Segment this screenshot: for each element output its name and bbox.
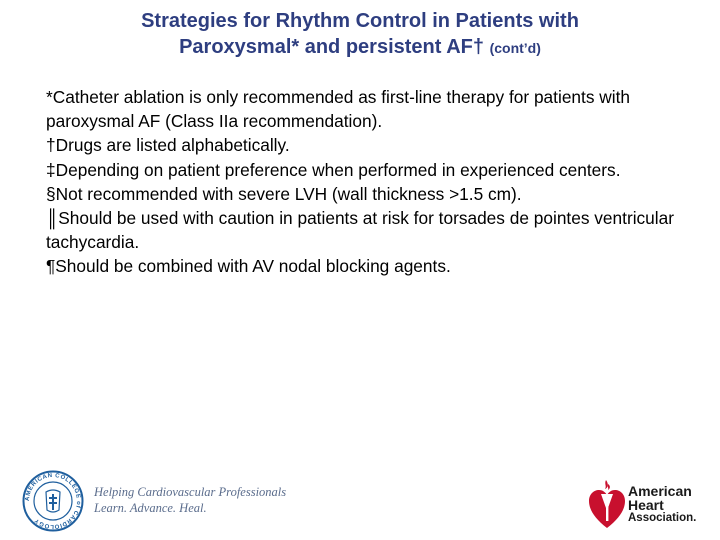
aha-word-heart: Heart — [628, 497, 664, 513]
footnote-av-nodal: ¶Should be combined with AV nodal blocking agents. — [46, 256, 451, 277]
footnote-lvh: §Not recommended with severe LVH (wall thickness >1.5 cm). — [46, 183, 522, 204]
footnote-drugs-alphabetical: †Drugs are listed alphabetically. — [46, 135, 290, 156]
aha-wordmark — [628, 484, 696, 525]
aha-word-association: Association. — [628, 512, 697, 524]
footnote-list — [46, 85, 696, 279]
title-suffix: (cont’d) — [489, 40, 541, 56]
aha-word-american: American — [628, 483, 692, 499]
title-line-2: Paroxysmal* and persistent AF† — [179, 36, 485, 58]
acc-seal-text: AMERICAN COLLEGE of CARDIOLOGY — [24, 472, 82, 530]
aha-heart-torch-logo — [588, 478, 626, 530]
footnote-catheter-ablation: *Catheter ablation is only recommended as first-line therapy for patients with paroxysmal AF (Class IIa recommendation). — [46, 87, 631, 132]
acc-tagline — [94, 484, 286, 516]
footnote-torsades: ║Should be used with caution in patients at risk for torsades de pointes ventricular tachycardia. — [46, 208, 674, 253]
title-line-1: Strategies for Rhythm Control in Patients with — [141, 10, 579, 32]
slide-title — [40, 8, 680, 61]
acc-tagline-line-1: Helping Cardiovascular Professionals — [94, 485, 287, 499]
acc-tagline-line-2: Learn. Advance. Heal. — [94, 501, 207, 515]
footnote-patient-preference: ‡Depending on patient preference when performed in experienced centers. — [46, 159, 621, 180]
acc-seal-logo — [22, 470, 84, 532]
